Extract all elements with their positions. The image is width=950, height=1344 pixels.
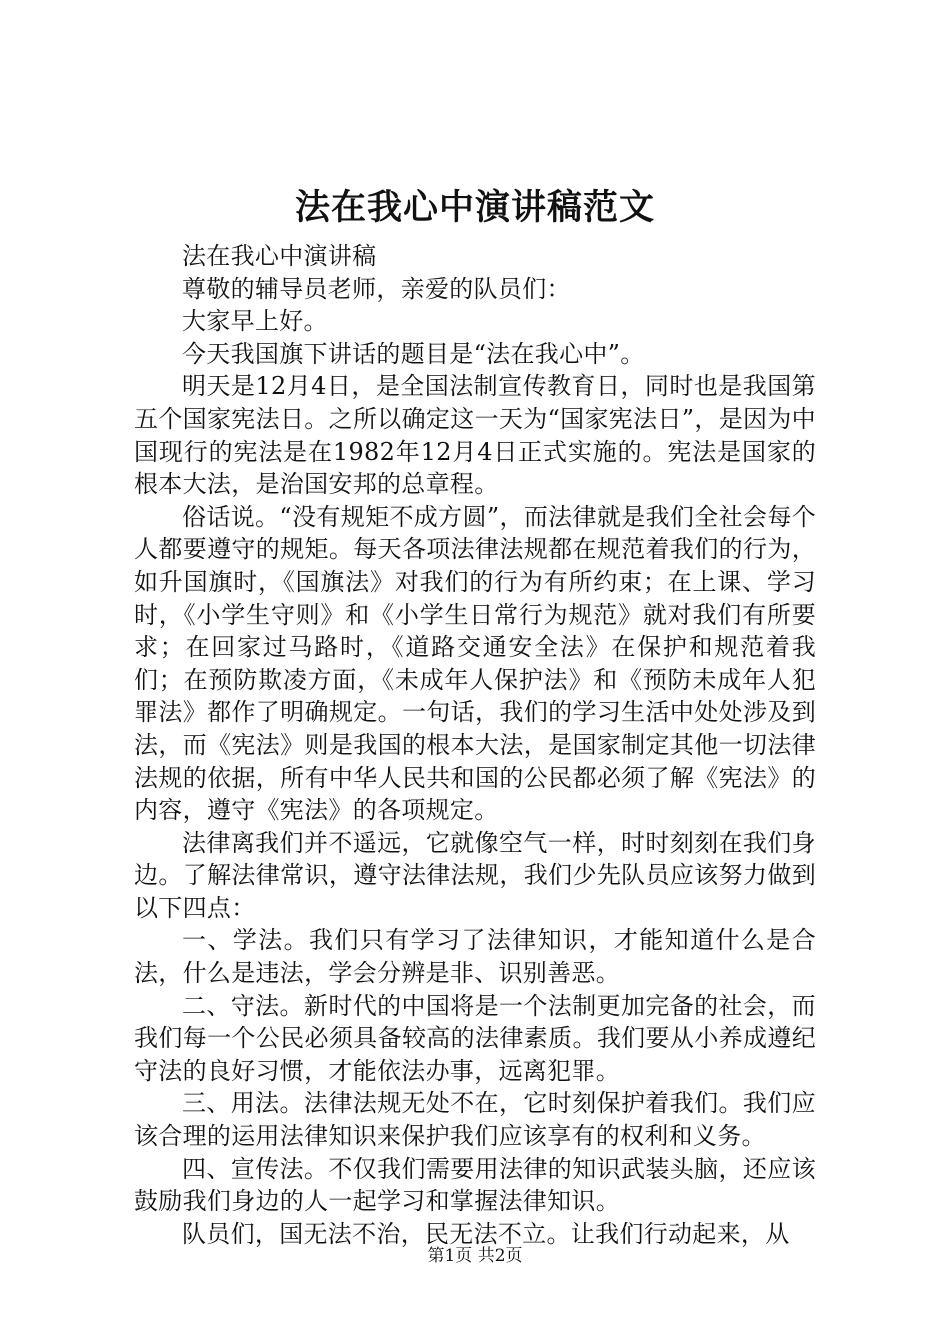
paragraph-law-nearby: 法律离我们并不遥远，它就像空气一样，时时刻刻在我们身边。了解法律常识，遵守法律法规，我们少先队员应该努力做到以下四点： [134, 828, 816, 922]
paragraph-closing: 队员们，国无法不治，民无法不立。让我们行动起来，从 [182, 1219, 790, 1248]
paragraph-point-two: 二、守法。新时代的中国将是一个法制更加完备的社会，而我们每一个公民必须具备较高的法律素质。我们要从小养成遵纪守法的良好习惯，才能依法办事，远离犯罪。 [134, 991, 816, 1085]
paragraph-constitution-day: 明天是12月4日，是全国法制宣传教育日，同时也是我国第五个国家宪法日。之所以确定这一天为“国家宪法日”，是因为中国现行的宪法是在1982年12月4日正式实施的。宪法是国家的根本大法，是治国安邦的总章程。 [134, 372, 816, 499]
paragraph-salutation: 尊敬的辅导员老师，亲爱的队员们： [182, 274, 571, 303]
paragraph-point-three: 三、用法。法律法规无处不在，它时刻保护着我们。我们应该合理的运用法律知识来保护我们应该享有的权利和义务。 [134, 1089, 816, 1151]
paragraph-greeting: 大家早上好。 [182, 307, 328, 336]
document-title: 法在我心中演讲稿范文 [294, 187, 655, 228]
document-body [134, 240, 816, 1250]
page-number-footer: 第1页 共2页 [427, 1246, 523, 1266]
paragraph-point-four: 四、宣传法。不仅我们需要用法律的知识武装头脑，还应该鼓励我们身边的人一起学习和掌握法律知识。 [134, 1154, 816, 1216]
paragraph-speech-heading: 法在我心中演讲稿 [182, 242, 377, 270]
paragraph-rules: 俗话说。“没有规矩不成方圆”，而法律就是我们全社会每个人都要遵守的规矩。每天各项法律法规都在规范着我们的行为，如升国旗时，《国旗法》对我们的行为有所约束；在上课、学习时，《小学生守则》和《小学生日常行为规范》就对我们有所要求；在回家过马路时，《道路交通安全法》在保护和规范着我们；在预防欺凌方面，《未成年人保护法》和《预防未成年人犯罪法》都作了明确规定。一句话，我们的学习生活中处处涉及到法，而《宪法》则是我国的根本大法，是国家制定其他一切法律法规的依据，所有中华人民共和国的公民都必须了解《宪法》的内容，遵守《宪法》的各项规定。 [134, 502, 816, 825]
paragraph-point-one: 一、学法。我们只有学习了法律知识，才能知道什么是合法，什么是违法，学会分辨是非、识别善恶。 [134, 926, 816, 988]
paragraph-topic: 今天我国旗下讲话的题目是“法在我心中”。 [182, 339, 645, 368]
